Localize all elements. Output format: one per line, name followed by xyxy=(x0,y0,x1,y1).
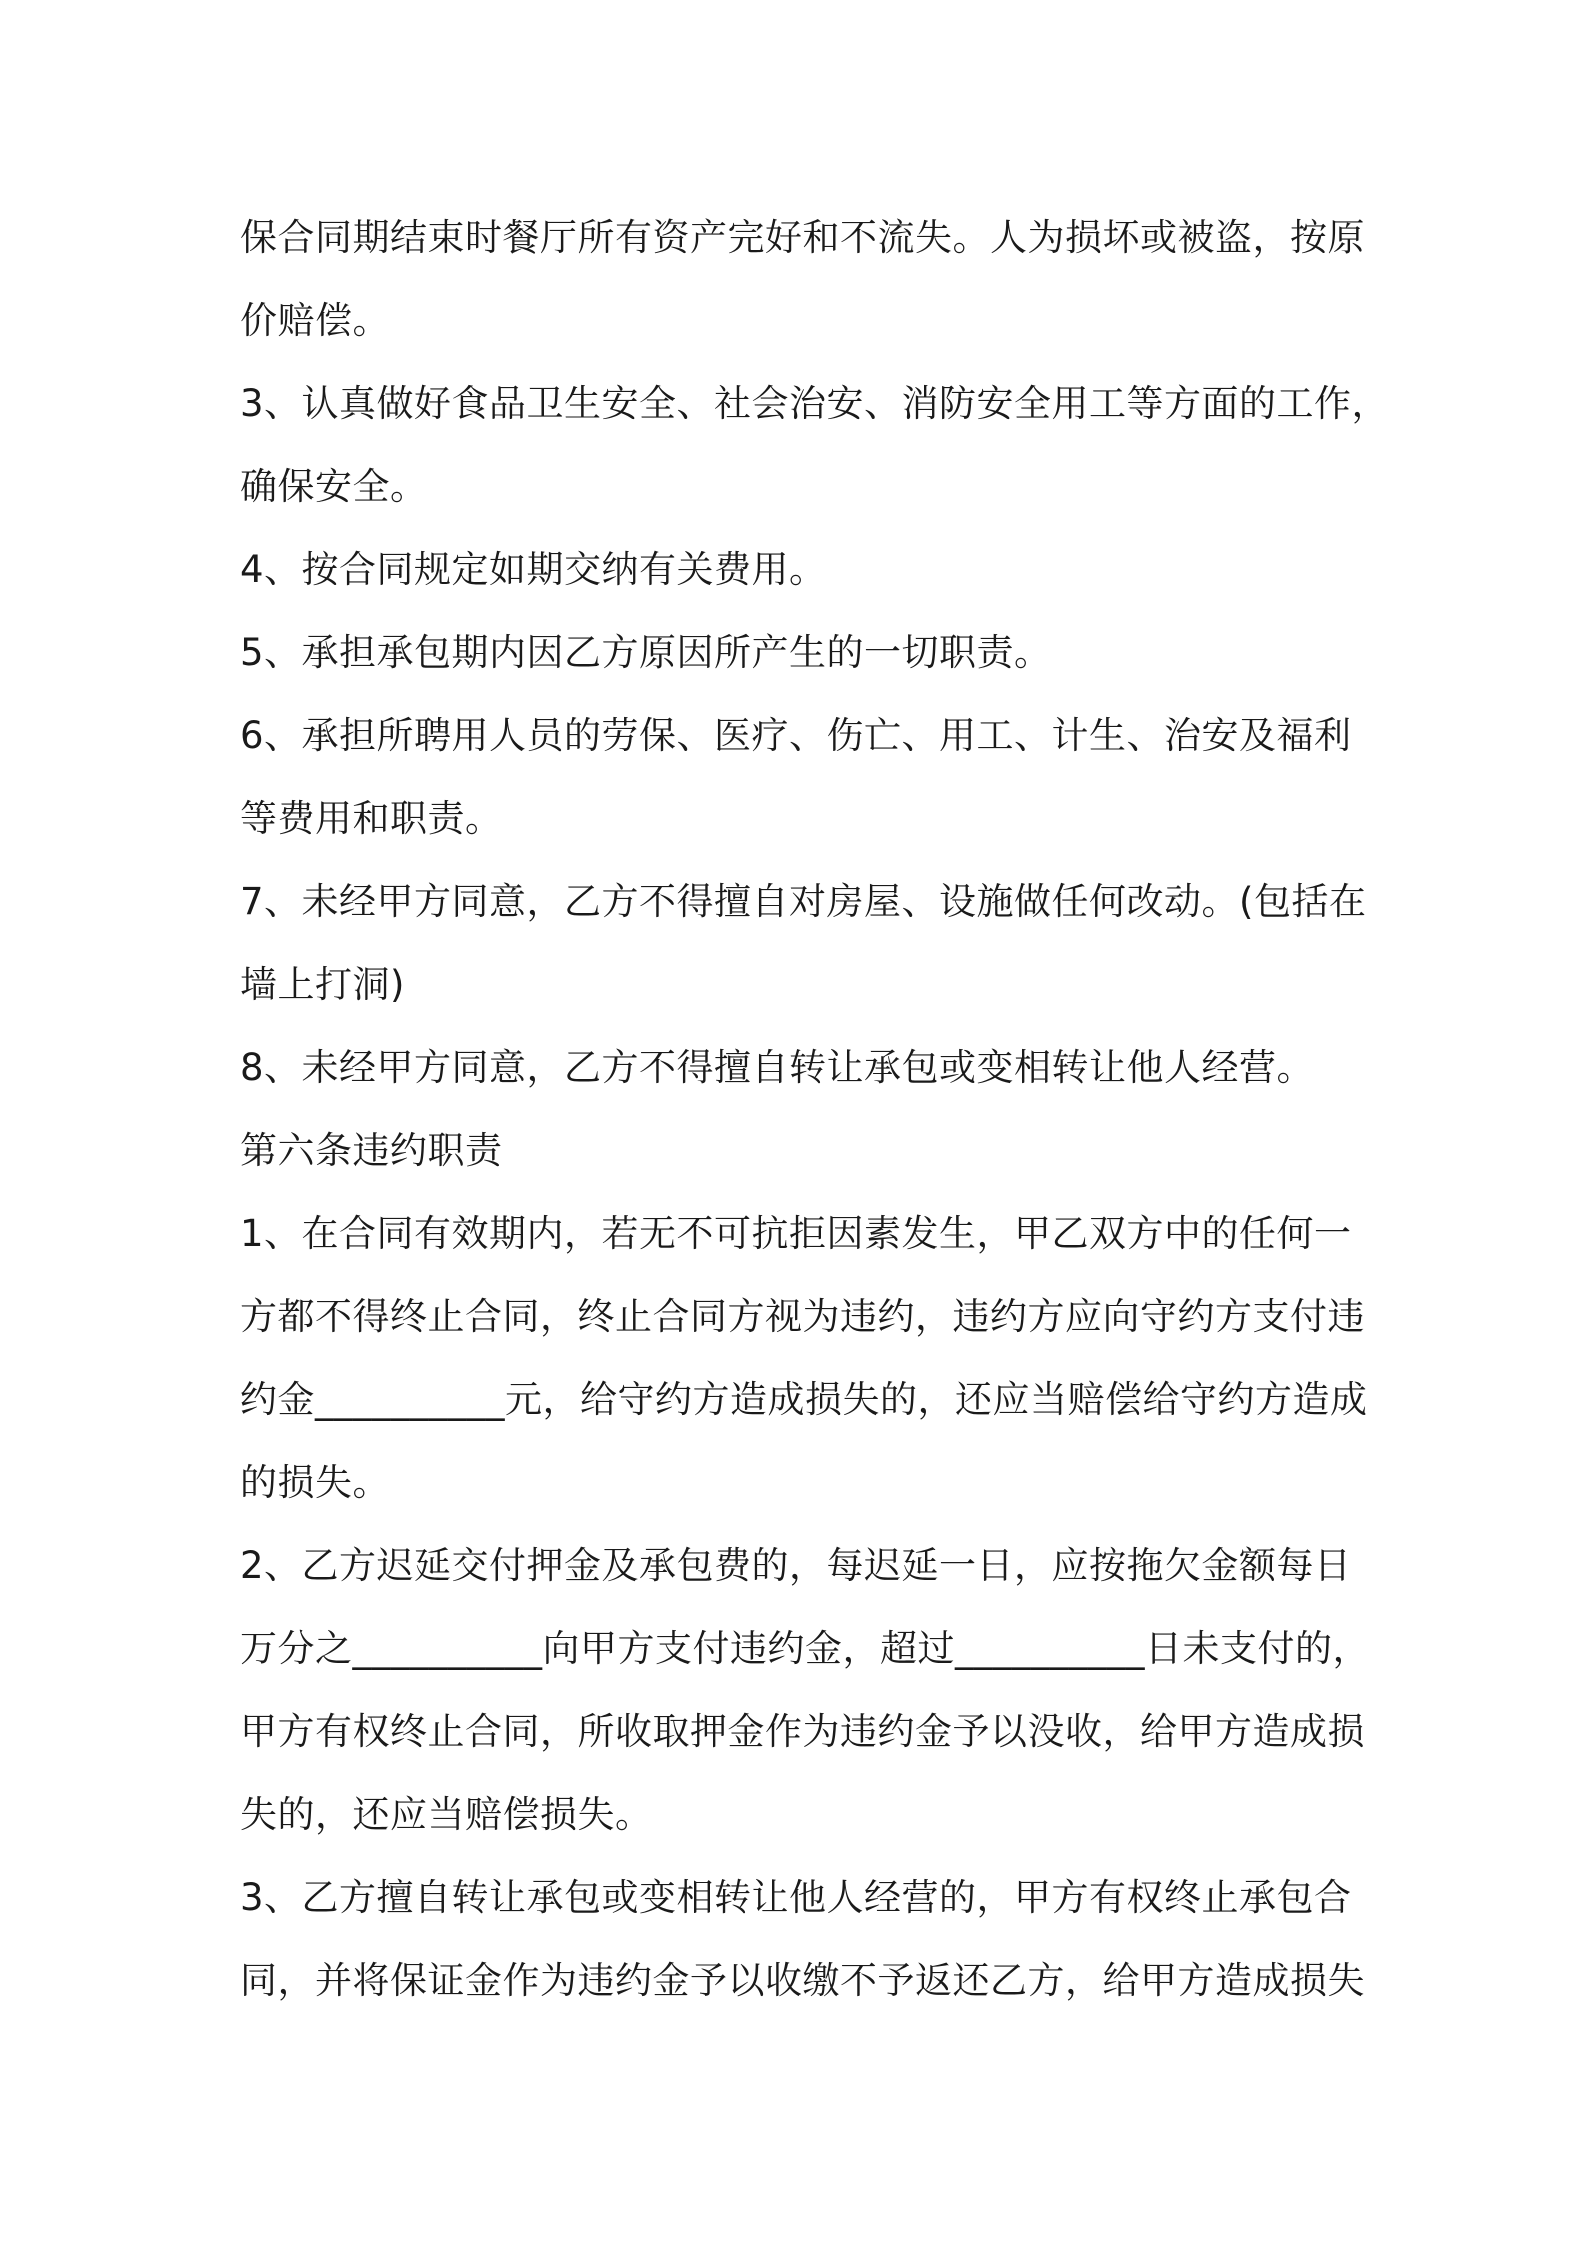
text-line: 约金__________元，给守约方造成损失的，还应当赔偿给守约方造成 xyxy=(240,1378,1368,1421)
text-line: 甲方有权终止合同，所收取押金作为违约金予以没收，给甲方造成损 xyxy=(240,1710,1365,1753)
contract-body-text xyxy=(240,196,1390,2022)
text-line: 失的，还应当赔偿损失。 xyxy=(240,1793,653,1836)
text-line: 7、未经甲方同意，乙方不得擅自对房屋、设施做任何改动。(包括在 xyxy=(240,880,1367,923)
text-line: 同，并将保证金作为违约金予以收缴不予返还乙方，给甲方造成损失 xyxy=(240,1959,1365,2002)
text-line: 1、在合同有效期内，若无不可抗拒因素发生，甲乙双方中的任何一 xyxy=(240,1212,1352,1255)
text-line: 方都不得终止合同，终止合同方视为违约，违约方应向守约方支付违 xyxy=(240,1295,1365,1338)
text-line: 5、承担承包期内因乙方原因所产生的一切职责。 xyxy=(240,631,1052,674)
text-line: 墙上打洞) xyxy=(240,963,405,1006)
text-line: 确保安全。 xyxy=(240,465,428,508)
text-line: 6、承担所聘用人员的劳保、医疗、伤亡、用工、计生、治安及福利 xyxy=(240,714,1352,757)
text-line: 的损失。 xyxy=(240,1461,390,1504)
text-line: 3、乙方擅自转让承包或变相转让他人经营的，甲方有权终止承包合 xyxy=(240,1876,1352,1919)
text-line: 等费用和职责。 xyxy=(240,797,503,840)
text-line: 价赔偿。 xyxy=(240,299,390,342)
text-line: 2、乙方迟延交付押金及承包费的，每迟延一日，应按拖欠金额每日 xyxy=(240,1544,1352,1587)
text-line: 3、认真做好食品卫生安全、社会治安、消防安全用工等方面的工作， xyxy=(240,382,1390,425)
text-line: 4、按合同规定如期交纳有关费用。 xyxy=(240,548,827,591)
text-line: 万分之__________向甲方支付违约金，超过__________日未支付的， xyxy=(240,1627,1370,1670)
text-line: 保合同期结束时餐厅所有资产完好和不流失。人为损坏或被盗，按原 xyxy=(240,216,1365,259)
text-line: 8、未经甲方同意，乙方不得擅自转让承包或变相转让他人经营。 xyxy=(240,1046,1315,1089)
section-heading: 第六条违约职责 xyxy=(240,1129,503,1172)
